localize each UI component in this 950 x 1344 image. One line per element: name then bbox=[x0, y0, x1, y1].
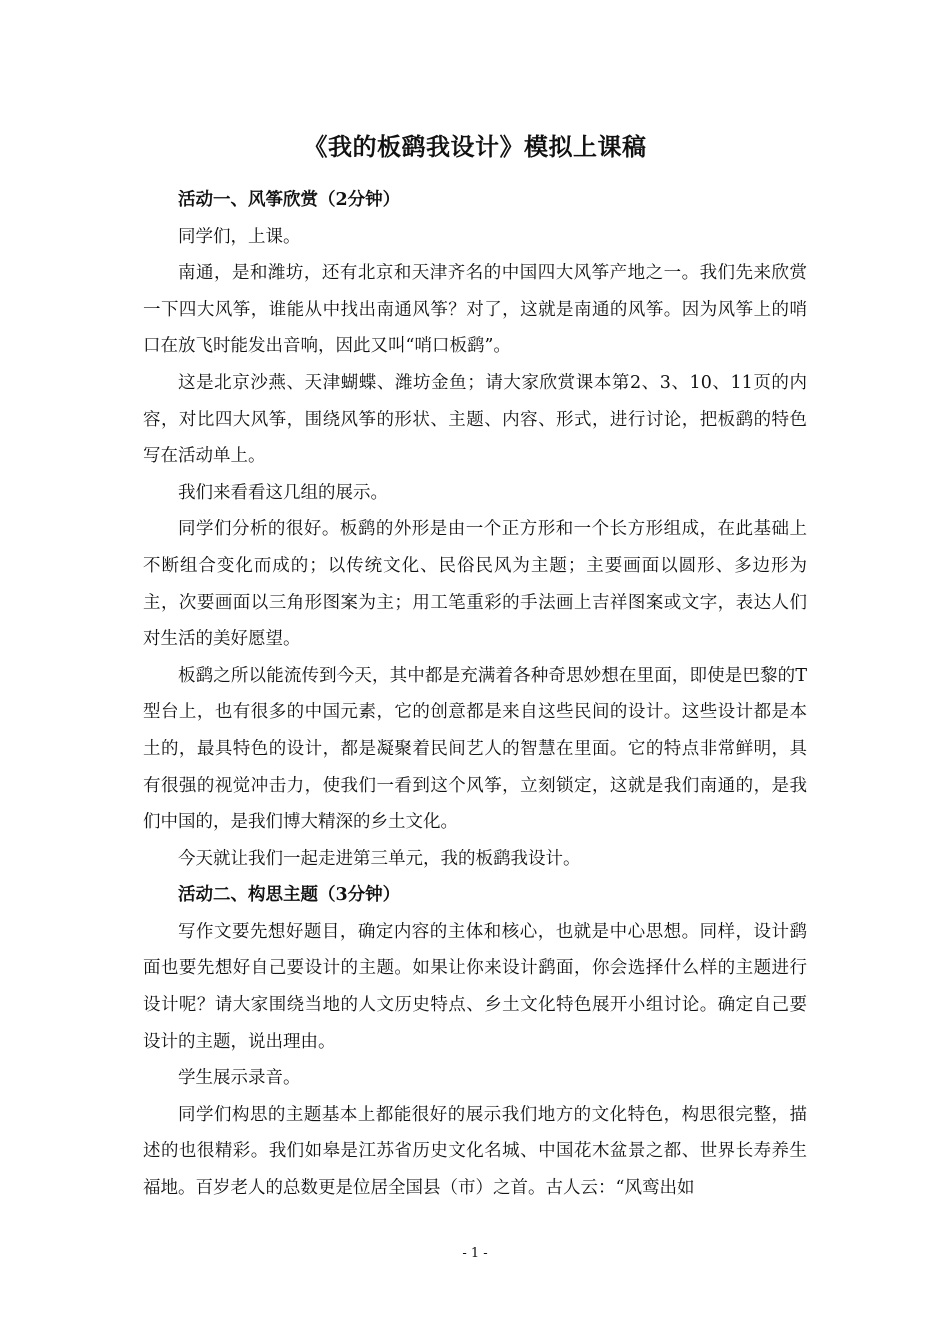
section-heading: 活动一、风筝欣赏（2分钟） bbox=[178, 190, 401, 210]
paragraph-list bbox=[143, 182, 807, 1207]
document-body bbox=[143, 130, 807, 1207]
body-paragraph: 我们来看看这几组的展示。 bbox=[178, 482, 388, 503]
body-paragraph: 今天就让我们一起走进第三单元，我的板鹞我设计。 bbox=[178, 848, 581, 869]
body-paragraph: 这是北京沙燕、天津蝴蝶、潍坊金鱼；请大家欣赏课本第2、3、10、11页的内容，对比四大风筝，围绕风筝的形状、主题、内容、形式，进行讨论，把板鹞的特色写在活动单上。 bbox=[143, 372, 807, 467]
body-paragraph: 同学们，上课。 bbox=[178, 226, 301, 247]
body-paragraph: 学生展示录音。 bbox=[178, 1068, 301, 1089]
body-paragraph: 板鹞之所以能流传到今天，其中都是充满着各种奇思妙想在里面，即使是巴黎的T型台上，也有很多的中国元素，它的创意都是来自这些民间的设计。这些设计都是本土的，最具特色的设计，都是凝聚着民间艺人的智慧在里面。它的特点非常鲜明，具有很强的视觉冲击力，使我们一看到这个风筝，立刻锁定，这就是我们南通的，是我们中国的，是我们博大精深的乡土文化。 bbox=[143, 665, 807, 833]
body-paragraph: 同学们构思的主题基本上都能很好的展示我们地方的文化特色，构思很完整，描述的也很精彩。我们如皋是江苏省历史文化名城、中国花木盆景之都、世界长寿养生福地。百岁老人的总数更是位居全国县（市）之首。古人云：“风鸾出如 bbox=[143, 1104, 807, 1199]
body-paragraph: 写作文要先想好题目，确定内容的主体和核心，也就是中心思想。同样，设计鹞面也要先想好自己要设计的主题。如果让你来设计鹞面，你会选择什么样的主题进行设计呢？请大家围绕当地的人文历史特点、乡土文化特色展开小组讨论。确定自己要设计的主题，说出理由。 bbox=[143, 921, 807, 1052]
body-paragraph: 同学们分析的很好。板鹞的外形是由一个正方形和一个长方形组成，在此基础上不断组合变化而成的；以传统文化、民俗民风为主题；主要画面以圆形、多边形为主，次要画面以三角形图案为主；用工笔重彩的手法画上吉祥图案或文字，表达人们对生活的美好愿望。 bbox=[143, 519, 807, 650]
page-number: - 1 - bbox=[462, 1246, 488, 1261]
section-heading: 活动二、构思主题（3分钟） bbox=[178, 885, 401, 906]
document-title: 《我的板鹞我设计》模拟上课稿 bbox=[303, 132, 647, 161]
body-paragraph: 南通，是和潍坊，还有北京和天津齐名的中国四大风筝产地之一。我们先来欣赏一下四大风筝，谁能从中找出南通风筝？对了，这就是南通的风筝。因为风筝上的哨口在放飞时能发出音响，因此又叫“哨口板鹞”。 bbox=[143, 263, 807, 357]
